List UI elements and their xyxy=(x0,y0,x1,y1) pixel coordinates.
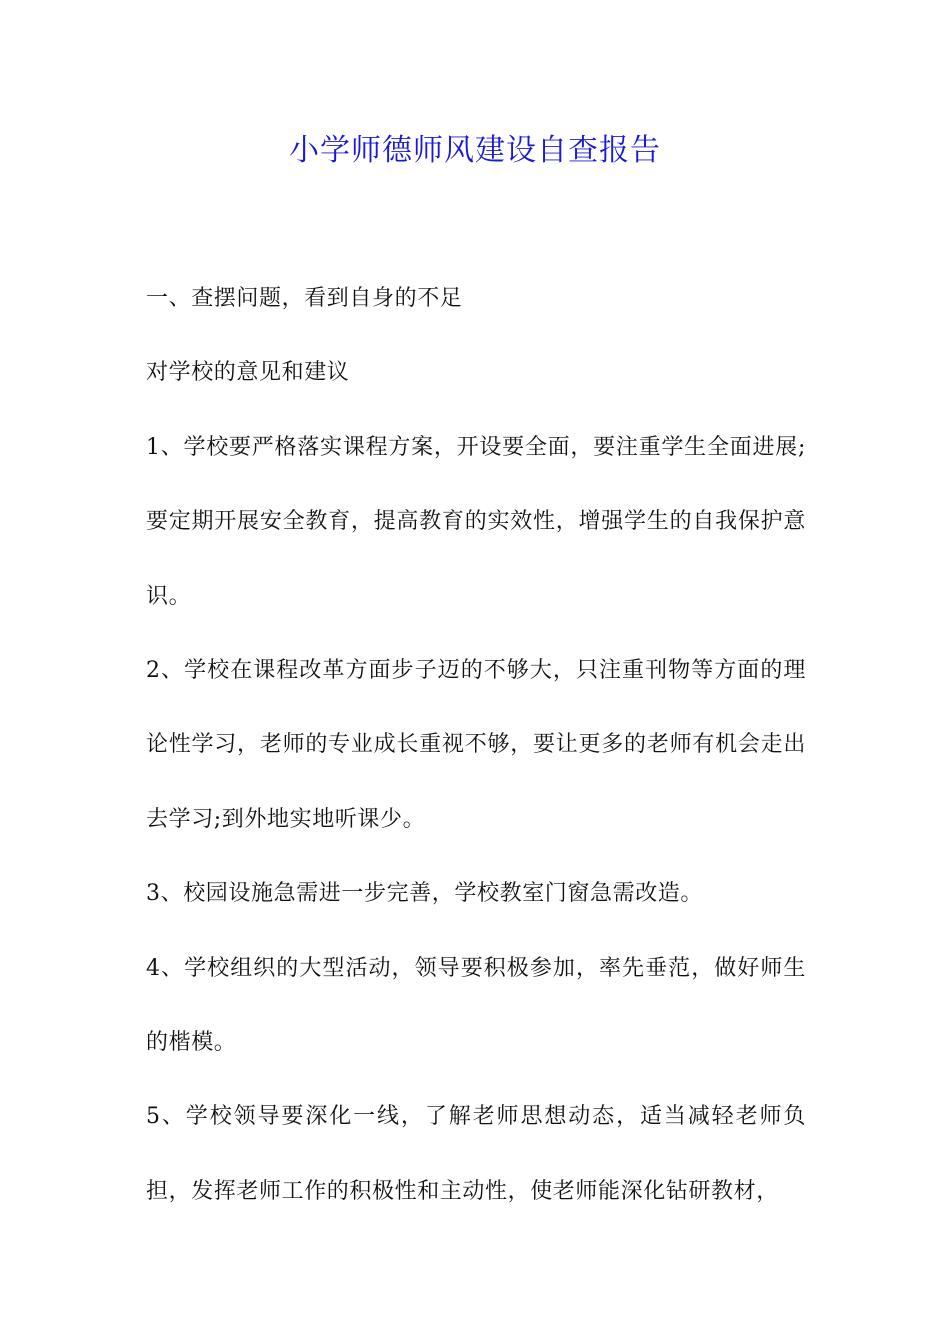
paragraph-item-3: 3、校园设施急需进一步完善，学校教室门窗急需改造。 xyxy=(146,881,703,907)
paragraph-item-1: 1、学校要严格落实课程方案，开设要全面，要注重学生全面进展;要定期开展安全教育，提高教育的实效性，增强学生的自我保护意识。 xyxy=(146,434,806,609)
paragraph-item-2: 2、学校在课程改革方面步子迈的不够大，只注重刊物等方面的理论性学习，老师的专业成长重视不够，要让更多的老师有机会走出去学习;到外地实地听课少。 xyxy=(146,658,806,832)
section-heading: 一、查摆问题，看到自身的不足 xyxy=(146,286,463,311)
document-title: 小学师德师风建设自查报告 xyxy=(289,133,661,168)
paragraph-item-4: 4、学校组织的大型活动，领导要积极参加，率先垂范，做好师生的楷模。 xyxy=(146,955,806,1056)
document-body xyxy=(146,262,806,1229)
paragraph-item-5: 5、学校领导要深化一线，了解老师思想动态，适当减轻老师负担，发挥老师工作的积极性和主动性，使老师能深化钻研教材， xyxy=(146,1104,806,1204)
subheading: 对学校的意见和建议 xyxy=(146,360,350,386)
